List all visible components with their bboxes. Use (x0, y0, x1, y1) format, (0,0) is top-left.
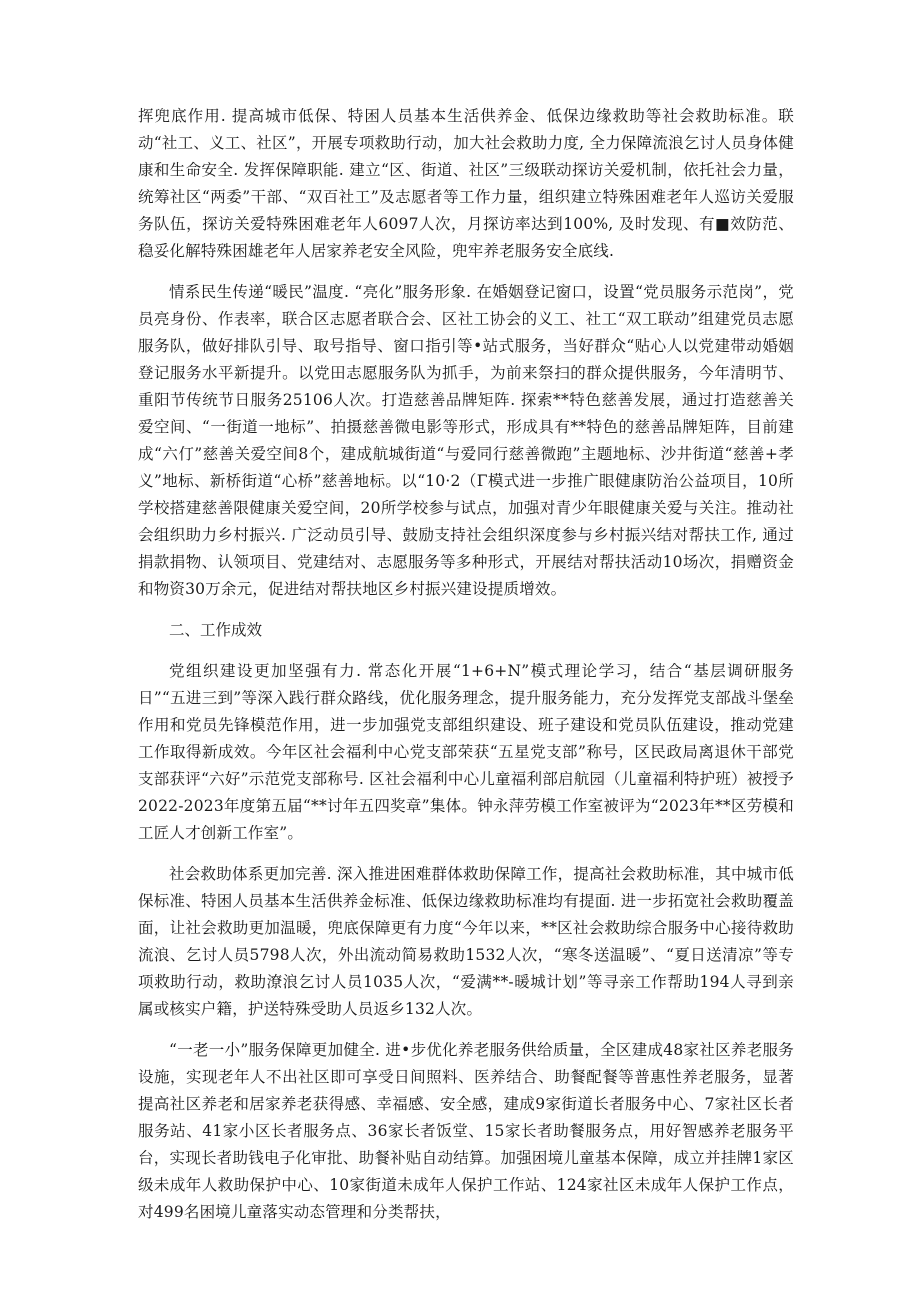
paragraph-3: 党组织建设更加坚强有力. 常态化开展“1+6+N”模式理论学习，结合“基层调研服务日”“五进三到”等深入践行群众路线，优化服务理念，提升服务能力，充分发挥党支部战斗堡垒作用和党员先锋模范作用，进一步加强党支部组织建设、班子建设和党员队伍建设，推动党建工作取得新成效。今年区社会福利中心党支部荣获“五星党支部”称号，区民政局离退休干部党支部获评“六好”示范党支部称号. 区社会福利中心儿童福利部启航园（儿童福利特护班）被授予2022-2023年度第五届“**讨年五四奖章”集体。钟永萍劳模工作室被评为“2023年**区劳模和工匠人才创新工作室”。 (138, 662, 794, 842)
paragraph-5: “一老一小”服务保障更加健全. 进•步优化养老服务供给质量，全区建成48家社区养老服务设施，实现老年人不出社区即可享受日间照料、医养结合、助餐配餐等普惠性养老服务，显著提高社区养老和居家养老获得感、幸福感、安全感，建成9家街道长者服务中心、7家社区长者服务站、41家小区长者服务点、36家长者饭堂、15家长者助餐服务点，用好智感养老服务平台，实现长者助钱电子化审批、助餐补贴自动结算。加强困境儿童基本保障，成立并挂牌1家区级未成年人救助保护中心、10家街道未成年人保护工作站、124家社区未成年人保护工作点，对499名困境儿童落实动态管理和分类帮扶， (138, 1041, 794, 1221)
document-page (138, 103, 794, 1240)
paragraph-2: 情系民生传递“暖民”温度. “亮化”服务形象. 在婚姻登记窗口，设置“党员服务示范岗”，党员亮身份、作表率，联合区志愿者联合会、区社工协会的义工、社工“双工联动”组建党员志愿服务队，做好排队引导、取号指导、窗口指引等•站式服务，当好群众“贴心人以党建带动婚姻登记服务水平新提升。以党田志愿服务队为抓手，为前来祭扫的群众提供服务，今年清明节、重阳节传统节日服务25106人次。打造慈善品牌矩阵. 探索**特色慈善发展，通过打造慈善关爱空间、“一街道一地标”、拍摄慈善微电影等形式，形成具有**特色的慈善品牌矩阵，目前建成“六仃”慈善关爱空间8个，建成航城街道“与爱同行慈善微跑”主题地标、沙井街道“慈善+孝义”地标、新桥街道“心桥”慈善地标。以“10·2（Γ模式进一步推广眼健康防治公益项目，10所学校搭建慈善限健康关爱空间，20所学校参与试点，加强对青少年眼健康关爱与关注。推动社会组织助力乡村振兴. 广泛动员引导、鼓励支持社会组织深度参与乡村振兴结对帮扶工作, 通过捐款捐物、认领项目、党建结对、志愿服务等多种形式，开展结对帮扶活动10场次，捐赠资金和物资30万余元，促进结对帮扶地区乡村振兴建设提质增效。 (138, 283, 794, 598)
paragraph-4: 社会救助体系更加完善. 深入推进困难群体救助保障工作，提高社会救助标准，其中城市低保标准、特困人员基本生活供养金标准、低保边缘救助标准均有提面. 进一步拓宽社会救助覆盖面，让社会救助更加温暖，兜底保障更有力度“今年以来，**区社会救助综合服务中心接待救助流浪、乞讨人员5798人次，外出流动简易救助1532人次，“寒冬送温暖”、“夏日送清凉”等专项救助行动，救助潦浪乞讨人员1035人次，“爱满**-暖城计划”等寻亲工作帮助194人寻到亲属或核实户籍，护送特殊受助人员返乡132人次。 (138, 865, 794, 1018)
paragraph-1: 挥兜底作用. 提高城市低保、特困人员基本生活供养金、低保边缘救助等社会救助标准。联动“社工、义工、社区”，开展专项救助行动，加大社会救助力度, 全力保障流浪乞讨人员身体健康和生命安全. 发挥保障职能. 建立“区、街道、社区”三级联动探访关爱机制，依托社会力量，统筹社区“两委”干部、“双百社工”及志愿者等工作力量，组织建立特殊困难老年人巡访关爱服务队伍，探访关爱特殊困难老年人6097人次，月探访率达到100%, 及时发现、有■效防范、稳妥化解特殊困雄老年人居家养老安全风险，兜牢养老服务安全底线. (138, 107, 794, 260)
section-heading: 二、工作成效 (169, 621, 263, 639)
